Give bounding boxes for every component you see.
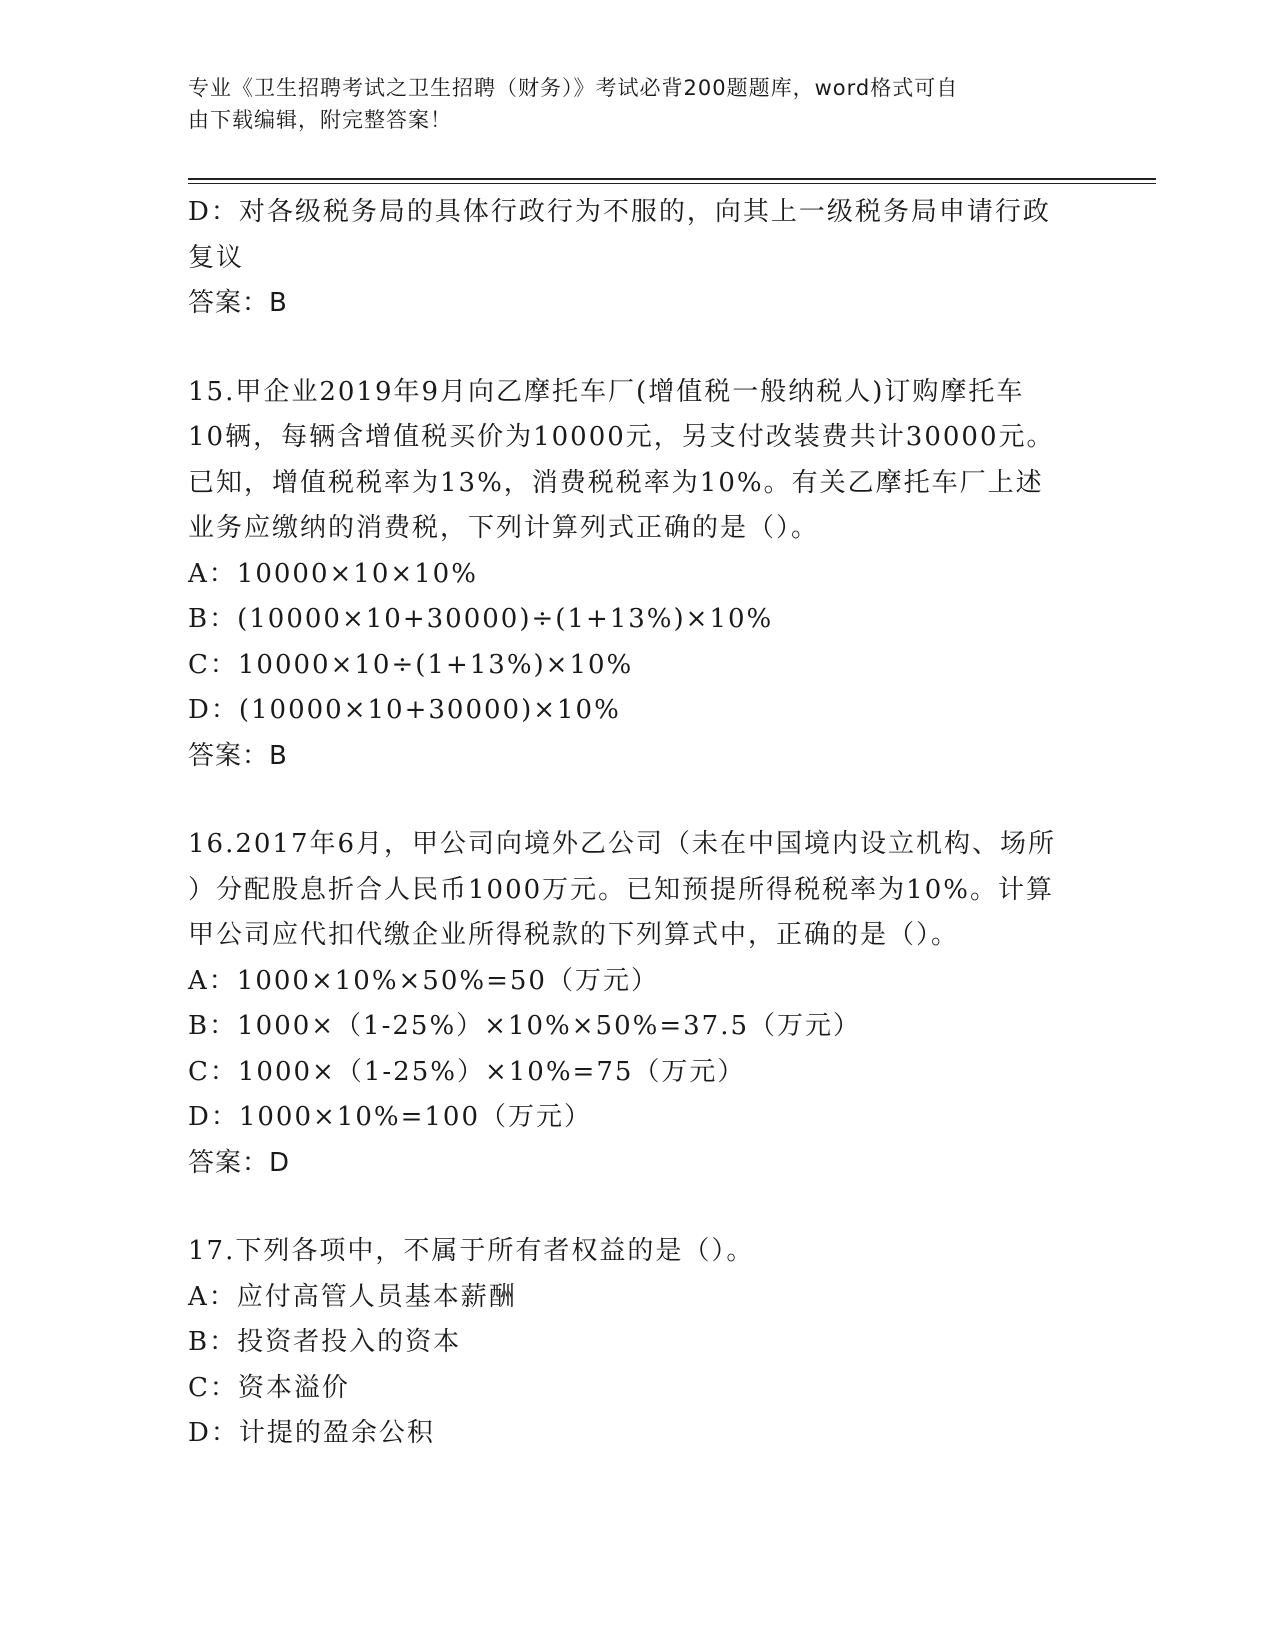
option-a: A：应付高管人员基本薪酬: [188, 1281, 517, 1312]
question-stem-line: 已知，增值税税率为13%，消费税税率为10%。有关乙摩托车厂上述: [188, 467, 1044, 498]
question-17: [188, 1229, 1088, 1457]
answer-line: 答案：B: [188, 740, 288, 771]
option-d: D：1000×10%=100（万元）: [188, 1102, 592, 1132]
question-content: [188, 190, 1088, 1457]
question-stem-line: ）分配股息折合人民币1000万元。已知预提所得税税率为10%。计算: [188, 874, 1054, 905]
option-c: C：10000×10÷(1+13%)×10%: [188, 649, 634, 680]
option-d: D：对各级税务局的具体行政行为不服的，向其上一级税务局申请行政: [188, 197, 1051, 227]
question-stem-line: 17.下列各项中，不属于所有者权益的是（）。: [188, 1236, 755, 1266]
option-c: C：1000×（1-25%）×10%=75（万元）: [188, 1056, 746, 1087]
spacer: [188, 1186, 1088, 1229]
option-b: B：(10000×10+30000)÷(1+13%)×10%: [188, 604, 774, 634]
answer-line: 答案：D: [188, 1147, 291, 1178]
spacer: [188, 779, 1088, 822]
header-rule-thin: [188, 183, 1156, 184]
option-d: D：计提的盈余公积: [188, 1418, 435, 1448]
header-title-line-2: 由下载编辑，附完整答案！: [188, 108, 452, 132]
answer-line: 答案：B: [188, 288, 288, 318]
question-16: [188, 822, 1088, 1186]
question-stem-line: 15.甲企业2019年9月向乙摩托车厂(增值税一般纳税人)订购摩托车: [188, 376, 1025, 407]
option-d: D：(10000×10+30000)×10%: [188, 695, 621, 725]
question-stem-line: 甲公司应代扣代缴企业所得税款的下列算式中，正确的是（）。: [188, 920, 960, 950]
option-b: B：投资者投入的资本: [188, 1327, 462, 1357]
question-stem-line: 16.2017年6月，甲公司向境外乙公司（未在中国境内设立机构、场所: [188, 829, 1057, 859]
question-stem-line: 业务应缴纳的消费税，下列计算列式正确的是（）。: [188, 513, 820, 543]
header-title-line-1: 专业《卫生招聘考试之卫生招聘（财务）》考试必背200题题库，word格式可自: [188, 76, 959, 100]
option-d-continued: 复议: [188, 242, 245, 273]
question-14-tail: [188, 190, 1088, 327]
document-header: [188, 72, 1068, 136]
option-a: A：1000×10%×50%=50（万元）: [188, 965, 659, 996]
header-rule-thick: [188, 178, 1156, 180]
question-stem-line: 10辆，每辆含增值税买价为10000元，另支付改装费共计30000元。: [188, 422, 1055, 452]
spacer: [188, 327, 1088, 370]
option-c: C：资本溢价: [188, 1372, 350, 1403]
option-b: B：1000×（1-25%）×10%×50%=37.5（万元）: [188, 1011, 862, 1041]
question-15: [188, 370, 1088, 780]
option-a: A：10000×10×10%: [188, 558, 478, 589]
